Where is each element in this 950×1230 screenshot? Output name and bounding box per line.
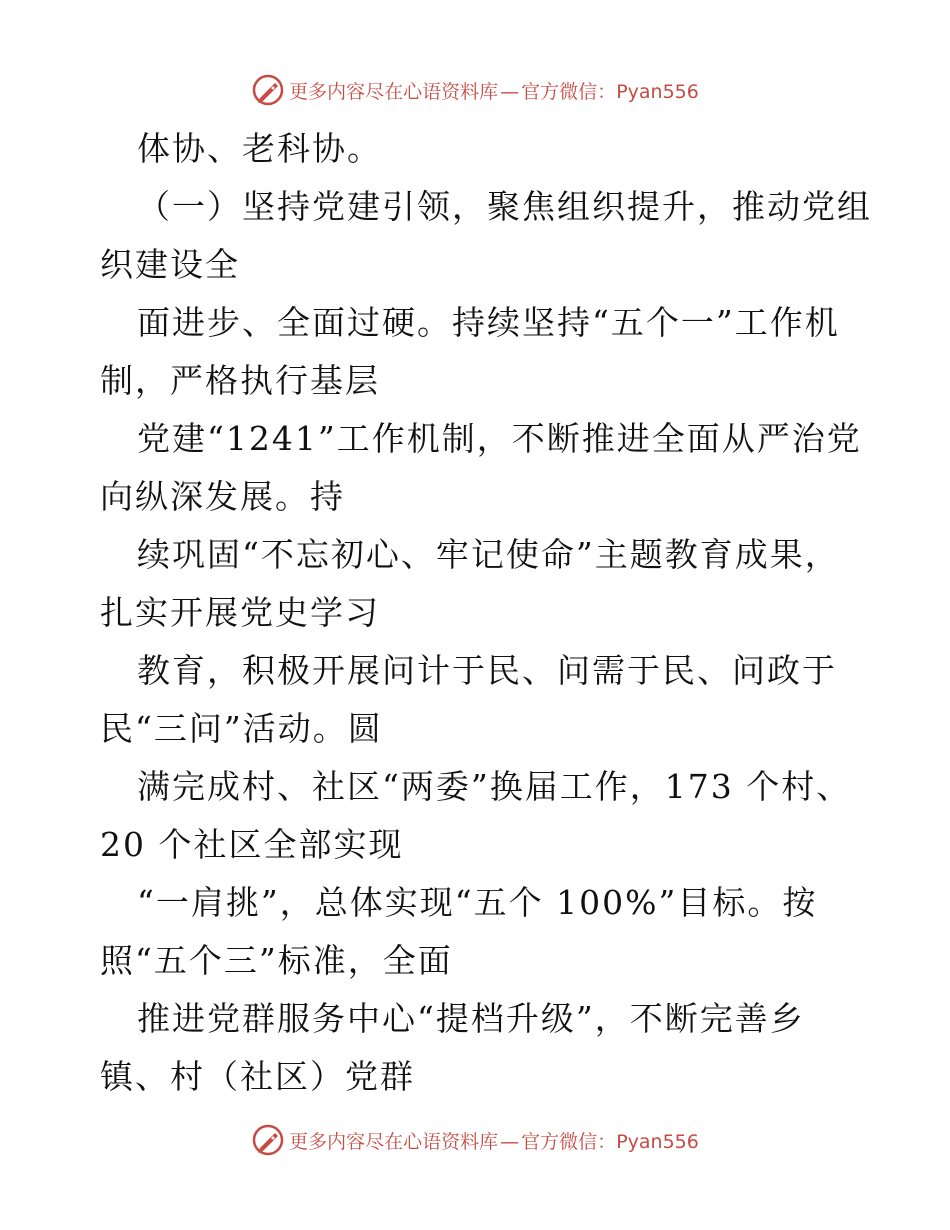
- watermark-wechat-id: Pyan556: [616, 80, 699, 103]
- watermark-separator: —: [500, 1130, 520, 1153]
- body-line: 教育，积极开展问计于民、问需于民、问政于: [137, 651, 837, 690]
- body-line: 扎实开展党史学习: [100, 593, 380, 632]
- watermark-site-text: 更多内容尽在心语资料库: [289, 80, 499, 103]
- body-line: 面进步、全面过硬。持续坚持“五个一”工作机: [137, 303, 840, 342]
- watermark-wechat-label: 官方微信：: [521, 1130, 617, 1153]
- body-line: 推进党群服务中心“提档升级”，不断完善乡: [137, 999, 805, 1038]
- body-line: 体协、老科协。: [137, 129, 382, 168]
- body-line: 满完成村、社区“两委”换届工作，173 个村、: [137, 767, 852, 806]
- watermark-text: [289, 1127, 699, 1154]
- watermark-wechat-id: Pyan556: [616, 1130, 699, 1153]
- footer-watermark: [0, 1120, 950, 1160]
- body-line: 20 个社区全部实现: [100, 825, 404, 864]
- header-watermark: [0, 70, 950, 110]
- body-line: 党建“1241”工作机制，不断推进全面从严治党: [137, 419, 862, 458]
- watermark-wechat-label: 官方微信：: [521, 80, 617, 103]
- body-line: 镇、村（社区）党群: [100, 1057, 415, 1096]
- body-line: 照“五个三”标准，全面: [100, 941, 453, 980]
- watermark-separator: —: [500, 80, 520, 103]
- pen-logo-icon: [251, 1123, 285, 1157]
- body-line: 续巩固“不忘初心、牢记使命”主题教育成果，: [137, 535, 840, 574]
- watermark-site-text: 更多内容尽在心语资料库: [289, 1130, 499, 1153]
- body-line: 民“三问”活动。圆: [100, 709, 383, 748]
- watermark-text: [289, 77, 699, 104]
- body-line: 织建设全: [100, 245, 240, 284]
- pen-logo-icon: [251, 73, 285, 107]
- body-line: 向纵深发展。持: [100, 477, 345, 516]
- body-line: “一肩挑”，总体实现“五个 100%”目标。按: [137, 883, 818, 922]
- document-body: [100, 120, 872, 1106]
- body-line: 制，严格执行基层: [100, 361, 380, 400]
- body-line: （一）坚持党建引领，聚焦组织提升，推动党组: [137, 187, 872, 226]
